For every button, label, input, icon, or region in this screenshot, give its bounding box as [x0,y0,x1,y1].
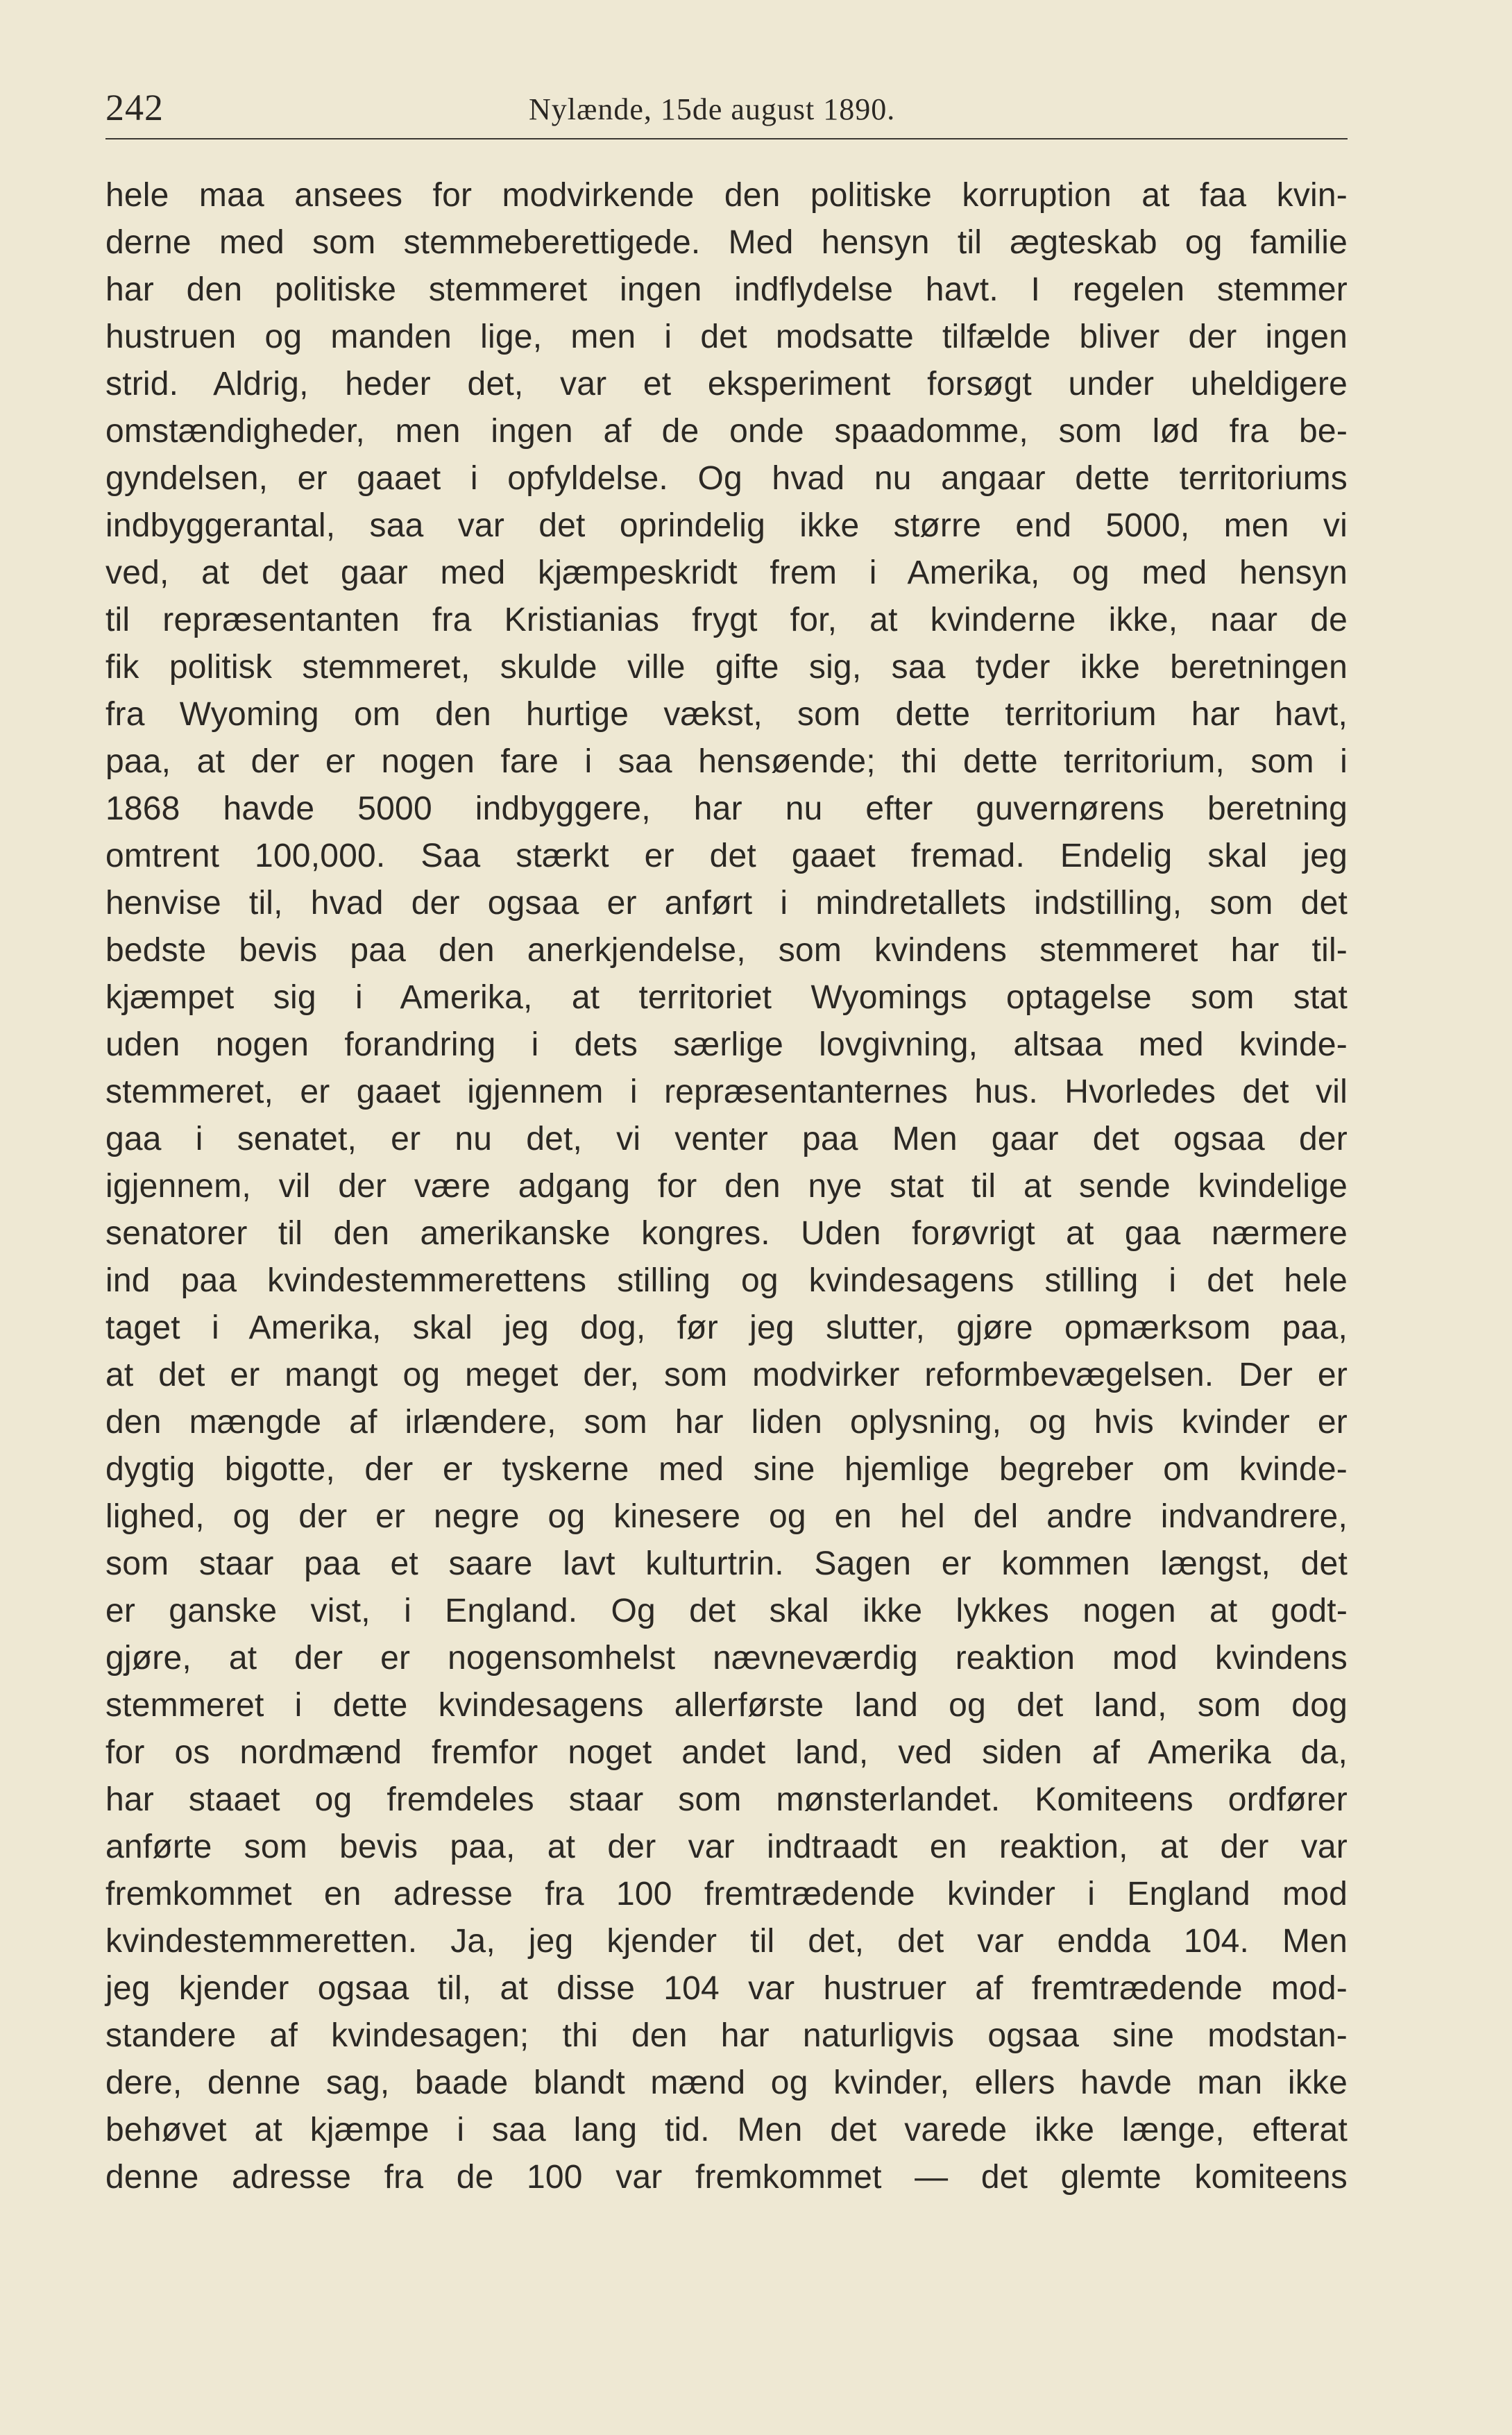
text-line: strid. Aldrig, heder det, var et eksperiment forsøgt under uheldigere [105,366,1348,402]
text-line: for os nordmænd fremfor noget andet land, ved siden af Amerika da, [105,1734,1348,1771]
page-header [105,83,1348,132]
text-line: standere af kvindesagen; thi den har naturligvis ogsaa sine modstan- [105,2017,1348,2054]
header-rule [105,138,1348,139]
text-line: er ganske vist, i England. Og det skal ikke lykkes nogen at godt- [105,1593,1348,1629]
text-line: behøvet at kjæmpe i saa lang tid. Men det varede ikke længe, efterat [105,2112,1348,2148]
text-line: 1868 havde 5000 indbyggere, har nu efter guvernørens beretning [105,790,1348,827]
text-line: indbyggerantal, saa var det oprindelig ikke større end 5000, men vi [105,507,1348,544]
text-line: har staaet og fremdeles staar som mønsterlandet. Komiteens ordfører [105,1781,1348,1818]
text-line: jeg kjender ogsaa til, at disse 104 var hustruer af fremtrædende mod- [105,1970,1348,2007]
text-line: omstændigheder, men ingen af de onde spaadomme, som lød fra be- [105,413,1348,450]
text-line: stemmeret i dette kvindesagens allerførste land og det land, som dog [105,1687,1348,1724]
text-line: fra Wyoming om den hurtige vækst, som dette territorium har havt, [105,696,1348,733]
text-line: uden nogen forandring i dets særlige lovgivning, altsaa med kvinde- [105,1026,1348,1063]
text-line: ind paa kvindestemmerettens stilling og kvindesagens stilling i det hele [105,1262,1348,1299]
text-line: bedste bevis paa den anerkjendelse, som kvindens stemmeret har til- [105,932,1348,969]
text-line: taget i Amerika, skal jeg dog, før jeg slutter, gjøre opmærksom paa, [105,1309,1348,1346]
text-line: henvise til, hvad der ogsaa er anført i mindretallets indstilling, som det [105,885,1348,922]
text-line: lighed, og der er negre og kinesere og en hel del andre indvandrere, [105,1498,1348,1535]
text-line: paa, at der er nogen fare i saa hensøende; thi dette territorium, som i [105,743,1348,780]
text-line: ved, at det gaar med kjæmpeskridt frem i Amerika, og med hensyn [105,554,1348,591]
text-line: kvindestemmeretten. Ja, jeg kjender til det, det var endda 104. Men [105,1923,1348,1960]
text-line: fremkommet en adresse fra 100 fremtrædende kvinder i England mod [105,1876,1348,1912]
text-line: dere, denne sag, baade blandt mænd og kvinder, ellers havde man ikke [105,2064,1348,2101]
text-line: gyndelsen, er gaaet i opfyldelse. Og hvad nu angaar dette territoriums [105,460,1348,497]
text-line: fik politisk stemmeret, skulde ville gifte sig, saa tyder ikke beretningen [105,649,1348,686]
text-line: har den politiske stemmeret ingen indflydelse havt. I regelen stemmer [105,271,1348,308]
text-line: som staar paa et saare lavt kulturtrin. Sagen er kommen længst, det [105,1545,1348,1582]
text-line: omtrent 100,000. Saa stærkt er det gaaet fremad. Endelig skal jeg [105,838,1348,874]
text-line: til repræsentanten fra Kristianias frygt for, at kvinderne ikke, naar de [105,602,1348,638]
text-line: denne adresse fra de 100 var fremkommet — det glemte komiteens [105,2159,1348,2196]
body-text [105,172,1348,2201]
text-line: anførte som bevis paa, at der var indtraadt en reaktion, at der var [105,1829,1348,1865]
text-line: senatorer til den amerikanske kongres. Uden forøvrigt at gaa nærmere [105,1215,1348,1252]
text-line: derne med som stemmeberettigede. Med hensyn til ægteskab og familie [105,224,1348,261]
text-line: kjæmpet sig i Amerika, at territoriet Wyomings optagelse som stat [105,979,1348,1016]
text-line: hele maa ansees for modvirkende den politiske korruption at faa kvin- [105,177,1348,214]
running-head: Nylænde, 15de august 1890. [529,92,896,126]
text-line: igjennem, vil der være adgang for den nye stat til at sende kvindelige [105,1168,1348,1205]
text-line: gaa i senatet, er nu det, vi venter paa Men gaar det ogsaa der [105,1121,1348,1157]
text-line: gjøre, at der er nogensomhelst nævneværdig reaktion mod kvindens [105,1640,1348,1677]
text-line: dygtig bigotte, der er tyskerne med sine hjemlige begreber om kvinde- [105,1451,1348,1488]
text-line: hustruen og manden lige, men i det modsatte tilfælde bliver der ingen [105,319,1348,355]
page-number: 242 [105,87,164,128]
text-line: den mængde af irlændere, som har liden oplysning, og hvis kvinder er [105,1404,1348,1441]
text-line: at det er mangt og meget der, som modvirker reformbevægelsen. Der er [105,1357,1348,1393]
text-line: stemmeret, er gaaet igjennem i repræsentanternes hus. Hvorledes det vil [105,1074,1348,1110]
